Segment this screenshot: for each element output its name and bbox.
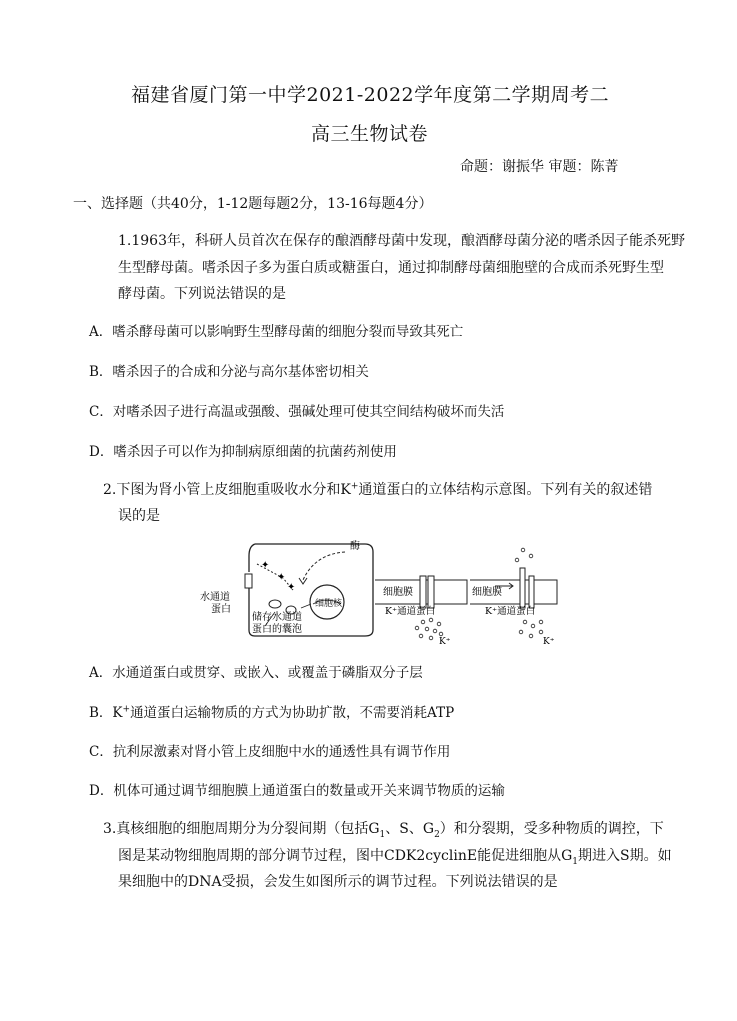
q1-option-b: B．嗜杀因子的合成和分泌与高尔基体密切相关: [89, 364, 369, 380]
label-nucleus: 细胞核: [315, 599, 343, 609]
svg-text:✦: ✦: [287, 582, 296, 593]
q2-stem-line1: 2.下图为肾小管上皮细胞重吸收水分和K+通道蛋白的立体结构示意图。下列有关的叙述错: [103, 481, 653, 498]
q2-option-a: A．水通道蛋白或贯穿、或嵌入、或覆盖于磷脂双分子层: [89, 665, 423, 681]
page-title: 福建省厦门第一中学2021-2022学年度第二学期周考二: [131, 84, 610, 106]
q3-stem-line1: 3.真核细胞的细胞周期分为分裂间期（包括$G_1$、S、$G_2$）和分裂期，受多种物质的调控，下: [103, 821, 664, 840]
label-water-channel-1: 水通道: [200, 592, 230, 603]
label-water-channel-2: 蛋白: [211, 604, 231, 615]
q3-stem-line3: 果细胞中的DNA受损，会发生如图所示的调节过程。下列说法错误的是: [118, 874, 558, 890]
page-subtitle: 高三生物试卷: [311, 123, 429, 145]
label-vesicle-1: 储存水通道: [252, 612, 302, 623]
authors-line: 命题：谢振华 审题：陈菁: [460, 159, 619, 175]
label-k-ion-2: K⁺: [543, 637, 555, 647]
q1-option-d: D．嗜杀因子可以作为抑制病原细菌的抗菌药剂使用: [89, 444, 397, 460]
label-k-channel-1: K⁺通道蛋白: [385, 606, 436, 617]
k-channel-open-diagram: [470, 548, 557, 647]
q1-stem-line3: 酵母菌。下列说法错误的是: [118, 286, 286, 302]
q1-option-c: C．对嗜杀因子进行高温或强酸、强碱处理可使其空间结构破坏而失活: [89, 404, 505, 420]
q1-stem-line2: 生型酵母菌。嗜杀因子多为蛋白质或糖蛋白，通过抑制酵母菌细胞壁的合成而杀死野生型: [118, 260, 664, 276]
label-membrane-1: 细胞膜: [383, 587, 413, 598]
label-k-ion-1: K⁺: [439, 637, 451, 647]
svg-text:✦: ✦: [277, 572, 286, 583]
q2-figure: [195, 538, 565, 650]
q1-stem-line1: 1.1963年，科研人员首次在保存的酿酒酵母菌中发现，酿酒酵母菌分泌的嗜杀因子能杀死野: [118, 233, 685, 249]
k-channel-closed-diagram: [375, 576, 467, 647]
q3-stem-line2: 图是某动物细胞周期的部分调节过程，图中CDK2cyclinE能促进细胞从$G_1$期进入S期。如: [118, 848, 672, 867]
section-heading: 一、选择题（共40分，1-12题每题2分，13-16每题4分）: [73, 196, 433, 212]
q2-stem-line2: 误的是: [118, 508, 160, 524]
label-vesicle-2: 蛋白的囊泡: [252, 624, 302, 635]
q2-option-c: C．抗利尿激素对肾小管上皮细胞中水的通透性具有调节作用: [89, 744, 451, 760]
label-enzyme: 酶: [350, 541, 360, 552]
label-membrane-2: 细胞膜: [472, 587, 502, 598]
q2-option-d: D．机体可通过调节细胞膜上通道蛋白的数量或开关来调节物质的运输: [89, 783, 505, 799]
label-k-channel-2: K⁺通道蛋白: [485, 606, 536, 617]
q2-option-b: B．K+通道蛋白运输物质的方式为协助扩散，不需要消耗ATP: [89, 704, 455, 721]
svg-text:✦: ✦: [261, 560, 270, 571]
kidney-cell-diagram: [200, 539, 373, 636]
q1-option-a: A．嗜杀酵母菌可以影响野生型酵母菌的细胞分裂而导致其死亡: [89, 324, 464, 340]
